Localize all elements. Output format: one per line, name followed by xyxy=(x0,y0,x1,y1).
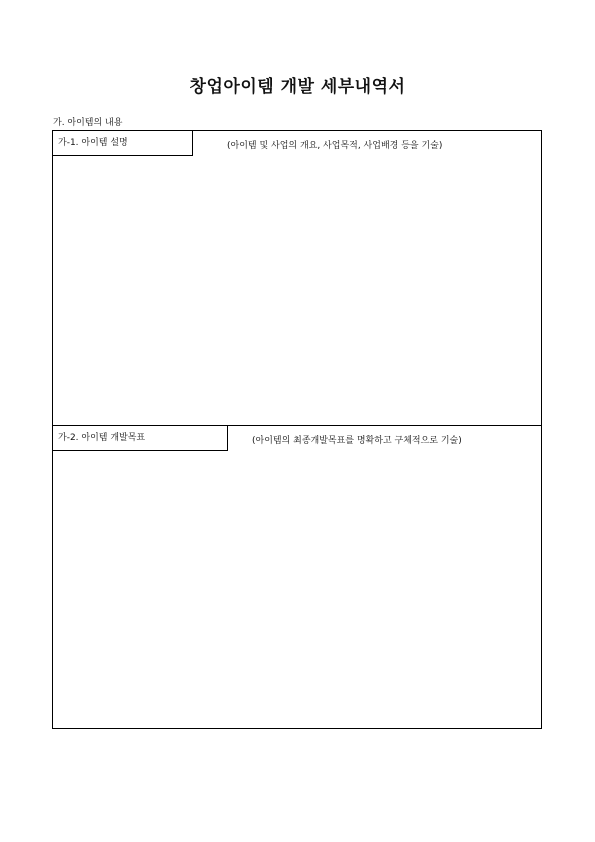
item-description-hint: (아이템 및 사업의 개요, 사업목적, 사업배경 등을 기술) xyxy=(227,141,443,151)
item-content-form xyxy=(52,130,542,729)
item-description-label: 가-1. 아이템 설명 xyxy=(53,131,193,156)
development-goal-label: 가-2. 아이템 개발목표 xyxy=(53,426,228,451)
page-title: 창업아이템 개발 세부내역서 xyxy=(189,77,406,97)
item-description-field[interactable] xyxy=(53,156,541,425)
section-heading: 가. 아이템의 내용 xyxy=(53,118,123,128)
development-goal-field[interactable] xyxy=(53,451,541,728)
development-goal-hint: (아이템의 최종개발목표를 명확하고 구체적으로 기술) xyxy=(252,436,462,446)
